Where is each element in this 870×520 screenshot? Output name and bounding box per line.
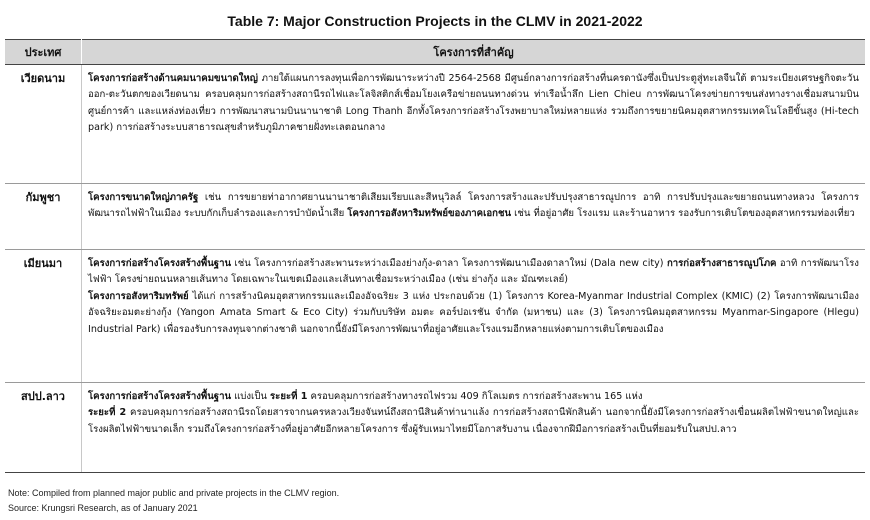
project-text: ได้แก่ การสร้างนิคมอุตสาหกรรมและเมืองอัจฉริยะ 3 แห่ง ประกอบด้วย (1) โครงการ Korea-Myanmar Industrial Complex (KMIC) (2) โครงการพัฒนาเมืองอัจฉริยะอมตะย่างกุ้ง (Yangon Amata Smart & Eco City) ร่วมกับบริษัท อมตะ คอร์ปอเรชัน จำกัด (มหาชน) และ (3) โครงการนิคมอุตสาหกรรม Myanmar-Singapore (Hlegu) Industrial Park) เพื่อรองรับการลงทุนจากต่างชาติ นอกจากนี้ยังมีโครงการพัฒนาที่อยู่อาศัยและโรงแรมอีกหลายแห่งตามการเติบโตของเมือง [88,290,859,335]
project-text: ภายใต้แผนการลงทุนเพื่อการพัฒนาระหว่างปี 2564-2568 มีศูนย์กลางการก่อสร้างที่นครดานังซึ่งเป็นประตูสู่ทะเลจีนใต้ ตามระเบียงเศรษฐกิจตะวันออก-ตะวันตกของเวียดนาม ครอบคลุมการก่อสร้างสถานีรถไฟและโลจิสติกส์เชื่อมโยงเครือข่ายถนนทางด่วน ท่าเรือน้ำลึก Lien Chieu การพัฒนาโครงข่ายการขนส่งทางรางเชื่อมสนามบิน ศูนย์การค้า และแหล่งท่องเที่ยว การพัฒนาสนามบินนานาชาติ Long Thanh อีกทั้งโครงการก่อสร้างโรงพยาบาลใหม่หลายแห่ง รวมถึงการขยายนิคมอุตสาหกรรมเทคโนโลยีขั้นสูง (Hi-tech park) การก่อสร้างระบบสาธารณสุขสำหรับภูมิภาคชายฝั่งทะเลตอนกลาง [88,73,859,134]
project-heading: โครงการอสังหาริมทรัพย์ [88,290,189,302]
project-heading: โครงการก่อสร้างด้านคมนาคมขนาดใหญ่ [88,73,258,84]
projects-cell [82,250,866,383]
projects-table [5,39,865,473]
header-projects: โครงการที่สำคัญ [82,40,866,65]
projects-cell [82,383,866,473]
project-heading: โครงการอสังหาริมทรัพย์ของภาคเอกชน [347,208,512,220]
project-text: ครอบคลุมการก่อสร้างสถานีรถโดยสารจากนครหลวงเวียงจันทน์ถึงสถานีสินค้าท่านาแล้ง การก่อสร้างสถานีพักสินค้า นอกจากนี้ยังมีโครงการก่อสร้างเขื่อนผลิตไฟฟ้าขนาดใหญ่และโรงผลิตไฟฟ้าขนาดเล็ก รวมถึงโครงการก่อสร้างที่อยู่อาศัยอีกหลายโครงการ ซึ่งผู้รับเหมาไทยมีโอกาสรับงาน เนื่องจากฝีมือการก่อสร้างเป็นที่ยอมรับในสปป.ลาว [88,407,859,435]
country-cell: เวียดนาม [5,65,82,184]
project-heading: การก่อสร้างสาธารณูปโภค [666,258,777,269]
country-cell: เมียนมา [5,250,82,383]
table-row-myanmar [5,250,865,383]
project-heading: โครงการก่อสร้างโครงสร้างพื้นฐาน [88,258,232,269]
project-text: เช่น การขยายท่าอากาศยานนานาชาติเสียมเรียบและสีหนุวิลล์ โครงการสร้างและปรับปรุงสาธารณูปการ อาทิ การปรับปรุงและขยายถนนทางหลวง โครงการพัฒนารถไฟฟ้าในเมือง ระบบกักเก็บลำรองและการบำบัดน้ำเสีย [88,192,859,220]
table-note: Note: Compiled from planned major public and private projects in the CLMV region. [8,488,340,498]
projects-cell [82,65,866,184]
country-cell: สปป.ลาว [5,383,82,473]
project-text: เช่น โครงการก่อสร้างสะพานระหว่างเมืองย่างกุ้ง-ดาลา โครงการพัฒนาเมืองดาลาใหม่ (Dala new city) [231,258,667,269]
table-header-row [5,40,865,65]
project-text: ครอบคลุมการก่อสร้างทางรถไฟรวม 409 กิโลเมตร การก่อสร้างสะพาน 165 แห่ง [307,391,643,402]
project-heading: โครงการขนาดใหญ่ภาครัฐ [88,192,199,203]
country-cell: กัมพูชา [5,184,82,250]
table-row-laos [5,383,865,473]
project-heading: โครงการก่อสร้างโครงสร้างพื้นฐาน [88,391,232,402]
project-text: แบ่งเป็น [231,391,271,402]
project-text: เช่น ที่อยู่อาศัย โรงแรม และร้านอาหาร รองรับการเติบโตของอุตสาหกรรมท่องเที่ยว [511,208,855,220]
phase-label: ระยะที่ 2 [88,407,127,419]
table-row-vietnam [5,65,865,184]
header-country: ประเทศ [5,40,82,65]
project-text: อาทิ การพัฒนาโรงไฟฟ้า โครงข่ายถนนหลายเส้นทาง โดยเฉพาะในเขตเมืองและเส้นทางเชื่อมระหว่างเมือง (เช่น ย่างกุ้ง และ มัณฑะเลย์) [88,258,859,286]
table-title: Table 7: Major Construction Projects in the CLMV in 2021-2022 [227,13,643,29]
projects-cell [82,184,866,250]
table-source: Source: Krungsri Research, as of January 2021 [8,503,198,513]
phase-label: ระยะที่ 1 [270,391,308,402]
table-row-cambodia [5,184,865,250]
